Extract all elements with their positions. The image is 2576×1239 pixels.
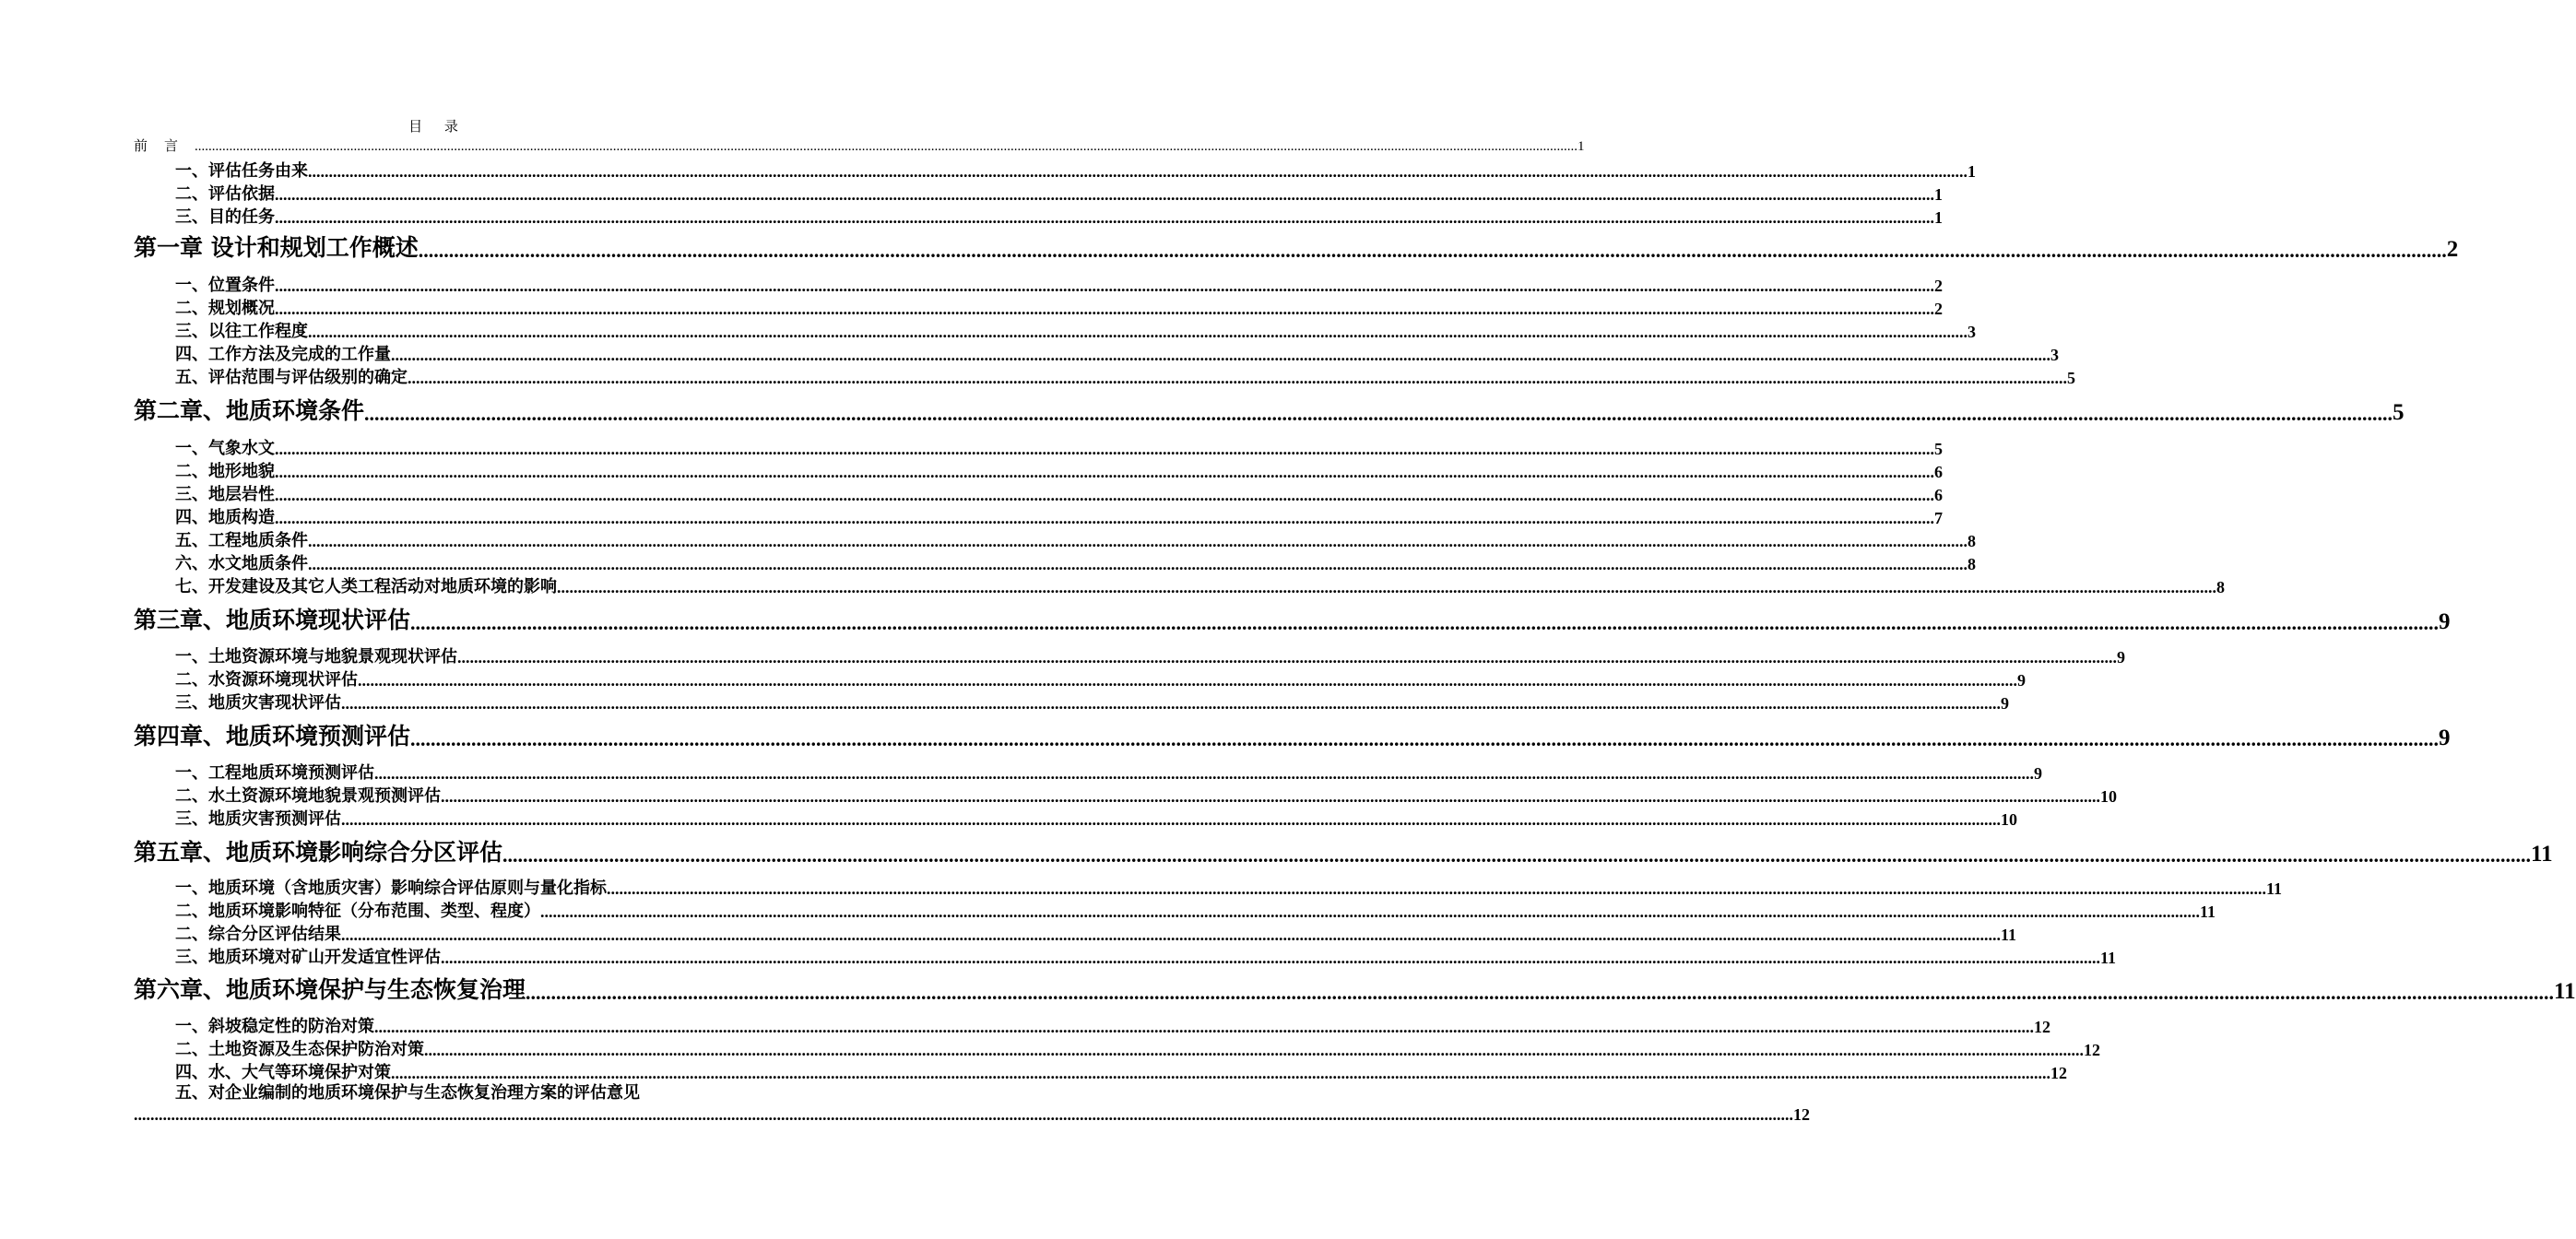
toc-section-entry[interactable] <box>0 320 1976 342</box>
dot-leader: ................................................................................................................................................................................................................................................................................................................................................................................................................ <box>308 323 1967 341</box>
toc-page-number: 11 <box>2100 949 2117 967</box>
dot-leader: ................................................................................................................................................................................................................................................................................................................................................................................................................ <box>502 844 2532 867</box>
toc-page-number: 6 <box>1934 486 1943 504</box>
toc-chapter-entry[interactable] <box>0 604 2451 635</box>
toc-title: 目 录 <box>408 120 467 135</box>
toc-section-entry[interactable] <box>0 1015 2050 1037</box>
dot-leader: ................................................................................................................................................................................................................................................................................................................................................................................................................ <box>408 369 2067 387</box>
toc-page-number: 1 <box>1578 139 1585 154</box>
toc-section-entry[interactable] <box>0 183 1943 205</box>
toc-section-entry[interactable] <box>0 529 1976 551</box>
toc-page-number: 8 <box>1967 555 1976 573</box>
toc-entry-text: 第二章、地质环境条件 <box>134 397 365 424</box>
toc-chapter-entry[interactable] <box>0 974 2576 1005</box>
dot-leader: ................................................................................................................................................................................................................................................................................................................................................................................................................ <box>275 185 1934 204</box>
toc-section-entry[interactable] <box>0 483 1943 505</box>
toc-entry-text: 二、水资源环境现状评估 <box>175 670 358 690</box>
toc-section-entry[interactable] <box>0 808 2017 830</box>
toc-page-number: 9 <box>2017 671 2026 690</box>
dot-leader: ................................................................................................................................................................................................................................................................................................................................................................................................................ <box>308 555 1967 573</box>
dot-leader: ................................................................................................................................................................................................................................................................................................................................................................................................................ <box>391 346 2050 364</box>
toc-section-entry[interactable] <box>0 460 1943 482</box>
toc-page-number: 9 <box>2034 764 2042 783</box>
toc-page-number: 11 <box>2554 979 2576 1004</box>
toc-entry-text: 二、规划概况 <box>175 299 275 318</box>
toc-page-number: 5 <box>1934 440 1943 458</box>
dot-leader: ................................................................................................................................................................................................................................................................................................................................................................................................................ <box>308 532 1967 550</box>
toc-page-number: 1 <box>1934 185 1943 204</box>
toc-entry-text: 五、对企业编制的地质环境保护与生态恢复治理方案的评估意见 <box>175 1083 640 1103</box>
toc-section-entry[interactable] <box>0 343 2059 365</box>
toc-entry-text: 一、气象水文 <box>175 439 275 458</box>
toc-chapter-entry[interactable] <box>0 836 2553 867</box>
toc-entry-text: 四、工作方法及完成的工作量 <box>175 345 391 364</box>
toc-entry-text: 四、地质构造 <box>175 508 275 527</box>
toc-entry-text: 三、目的任务 <box>175 207 275 227</box>
toc-entry-text: 第一章 设计和规划工作概述 <box>134 234 419 261</box>
dot-leader: ................................................................................................................................................................................................................................................................................................................................................................................................................ <box>341 926 2001 944</box>
toc-page-number: 2 <box>1934 300 1943 318</box>
toc-entry-text: 二、评估依据 <box>175 184 275 204</box>
dot-leader: ................................................................................................................................................................................................................................................................................................................................................................................................................ <box>374 764 2034 783</box>
toc-section-entry[interactable] <box>0 274 1943 296</box>
toc-page-number: 9 <box>2439 609 2451 634</box>
toc-section-entry[interactable] <box>0 946 2117 968</box>
toc-page-number: 1 <box>1967 162 1976 181</box>
toc-section-entry[interactable] <box>0 297 1943 319</box>
dot-leader: ................................................................................................................................................................................................................................................................................................................................................................................................................ <box>308 162 1967 181</box>
dot-leader: ................................................................................................................................................................................................................................................................................................................................................................................................................ <box>341 810 2001 829</box>
toc-section-entry[interactable] <box>0 366 2075 388</box>
toc-page-number: 12 <box>2084 1041 2100 1059</box>
dot-leader: ................................................................................................................................................................................................................................................................................................................................................................................................................ <box>441 787 2100 806</box>
toc-chapter-entry[interactable] <box>0 231 2459 263</box>
toc-page-number: 9 <box>2117 648 2125 667</box>
dot-leader: ................................................................................................................................................................................................................................................................................................................................................................................................................ <box>526 981 2555 1004</box>
toc-page-number: 10 <box>2001 810 2017 829</box>
toc-entry-text: 五、工程地质条件 <box>175 531 308 550</box>
toc-entry-text: 一、位置条件 <box>175 276 275 295</box>
toc-section-entry[interactable] <box>0 552 1976 574</box>
toc-section-entry[interactable] <box>0 761 2042 784</box>
toc-page-number: 10 <box>2100 787 2117 806</box>
toc-entry-text: 一、评估任务由来 <box>175 161 308 181</box>
toc-section-entry[interactable] <box>0 575 2225 597</box>
toc-entry-text: 二、地形地貌 <box>175 462 275 481</box>
toc-page-number: 3 <box>1967 323 1976 341</box>
dot-leader: ................................................................................................................................................................................................................................................................................................................................................................................................................ <box>410 611 2440 634</box>
dot-leader: ................................................................................................................................................................................................................................................................................................................................................................................................................ <box>374 1018 2034 1036</box>
dot-leader: ................................................................................................................................................................................................................................................................................................................................................................................................................ <box>557 578 2216 596</box>
toc-section-entry[interactable] <box>0 785 2117 807</box>
toc-entry-text: 第三章、地质环境现状评估 <box>134 607 411 633</box>
dot-leader: ................................................................................................................................................................................................................................................................................................................................................................................................................ <box>364 402 2393 425</box>
toc-entry-text: 三、以往工作程度 <box>175 322 308 341</box>
dot-leader: ................................................................................................................................................................................................................................................................................................................................................................................................................ <box>457 648 2117 667</box>
toc-page-number: 12 <box>1793 1105 1810 1124</box>
dot-leader: ................................................................................................................................................................................................................................................................................................................................................................................................................ <box>391 1064 2050 1082</box>
toc-page-number: 2 <box>2446 237 2459 262</box>
toc-section-entry[interactable] <box>0 923 2017 945</box>
dot-leader: ................................................................................................................................................................................................................................................................................................................................................................................................................ <box>195 139 1578 154</box>
dot-leader: ................................................................................................................................................................................................................................................................................................................................................................................................................ <box>275 509 1934 527</box>
toc-page-number: 2 <box>1934 277 1943 295</box>
toc-entry-text: 第四章、地质环境预测评估 <box>134 723 411 749</box>
toc-entry-text: 二、土地资源及生态保护防治对策 <box>175 1040 424 1059</box>
toc-entry-text: 第五章、地质环境影响综合分区评估 <box>134 839 503 866</box>
toc-entry-text: 六、水文地质条件 <box>175 554 308 573</box>
dot-leader: ................................................................................................................................................................................................................................................................................................................................................................................................................ <box>275 277 1934 295</box>
dot-leader: ................................................................................................................................................................................................................................................................................................................................................................................................................ <box>275 300 1934 318</box>
toc-section-entry[interactable] <box>0 645 2125 667</box>
dot-leader: ................................................................................................................................................................................................................................................................................................................................................................................................................ <box>441 949 2100 967</box>
toc-entry-text: 五、评估范围与评估级别的确定 <box>175 368 408 387</box>
toc-entry-text: 一、土地资源环境与地貌景观现状评估 <box>175 647 457 667</box>
dot-leader: ................................................................................................................................................................................................................................................................................................................................................................................................................ <box>424 1041 2084 1059</box>
toc-page-number: 9 <box>2439 726 2451 750</box>
toc-section-entry[interactable] <box>0 206 1943 228</box>
toc-entry-text: 三、地质环境对矿山开发适宜性评估 <box>175 948 441 967</box>
toc-entry-text: 三、地层岩性 <box>175 485 275 504</box>
dot-leader: ................................................................................................................................................................................................................................................................................................................................................................................................................ <box>134 1105 1793 1124</box>
toc-page-number: 3 <box>2050 346 2059 364</box>
toc-section-entry[interactable] <box>0 136 1585 155</box>
toc-page-number: 7 <box>1934 509 1943 527</box>
toc-entry-text: 一、斜坡稳定性的防治对策 <box>175 1017 374 1036</box>
dot-leader: ................................................................................................................................................................................................................................................................................................................................................................................................................ <box>275 440 1934 458</box>
toc-page-number: 6 <box>1934 463 1943 481</box>
toc-page-number: 8 <box>2216 578 2225 596</box>
toc-page-number: 8 <box>1967 532 1976 550</box>
toc-entry-continuation <box>0 1103 1810 1125</box>
toc-entry-text: 第六章、地质环境保护与生态恢复治理 <box>134 976 526 1003</box>
toc-page-number: 11 <box>2266 879 2283 898</box>
toc-entry-text: 二、综合分区评估结果 <box>175 925 341 944</box>
toc-entry-text: 一、地质环境（含地质灾害）影响综合评估原则与量化指标 <box>175 879 607 898</box>
toc-section-entry[interactable] <box>0 506 1943 528</box>
dot-leader: ................................................................................................................................................................................................................................................................................................................................................................................................................ <box>341 694 2001 713</box>
dot-leader: ................................................................................................................................................................................................................................................................................................................................................................................................................ <box>358 671 2017 690</box>
toc-section-entry[interactable] <box>0 900 2216 922</box>
dot-leader: ................................................................................................................................................................................................................................................................................................................................................................................................................ <box>275 208 1934 227</box>
toc-section-entry[interactable] <box>0 691 2009 714</box>
toc-section-entry[interactable] <box>0 668 2026 690</box>
toc-page-number: 11 <box>2200 903 2216 921</box>
toc-chapter-entry[interactable] <box>0 395 2405 426</box>
dot-leader: ................................................................................................................................................................................................................................................................................................................................................................................................................ <box>275 463 1934 481</box>
toc-entry-text: 四、水、大气等环境保护对策 <box>175 1063 391 1082</box>
toc-page-number: 12 <box>2034 1018 2050 1036</box>
toc-entry-text: 三、地质灾害现状评估 <box>175 693 341 713</box>
toc-entry-text: 二、地质环境影响特征（分布范围、类型、程度） <box>175 902 540 921</box>
toc-entry-text: 七、开发建设及其它人类工程活动对地质环境的影响 <box>175 577 557 596</box>
toc-entry-text: 二、水土资源环境地貌景观预测评估 <box>175 786 441 806</box>
toc-page-number: 11 <box>2531 842 2553 867</box>
toc-entry-text: 三、地质灾害预测评估 <box>175 809 341 829</box>
dot-leader: ................................................................................................................................................................................................................................................................................................................................................................................................................ <box>275 486 1934 504</box>
toc-page-number: 9 <box>2001 694 2009 713</box>
toc-page-number: 1 <box>1934 208 1943 227</box>
toc-entry-text: 前言 <box>134 137 195 154</box>
toc-chapter-entry[interactable] <box>0 720 2451 751</box>
dot-leader: ................................................................................................................................................................................................................................................................................................................................................................................................................ <box>410 727 2440 750</box>
toc-section-entry[interactable] <box>0 159 1976 182</box>
dot-leader: ................................................................................................................................................................................................................................................................................................................................................................................................................ <box>418 239 2447 262</box>
toc-section-entry[interactable] <box>0 437 1943 459</box>
toc-page-number: 5 <box>2067 369 2075 387</box>
dot-leader: ................................................................................................................................................................................................................................................................................................................................................................................................................ <box>540 903 2200 921</box>
toc-page-number: 12 <box>2050 1064 2067 1082</box>
dot-leader: ................................................................................................................................................................................................................................................................................................................................................................................................................ <box>607 879 2266 898</box>
toc-section-entry[interactable] <box>0 1038 2100 1060</box>
toc-page-number: 11 <box>2001 926 2017 944</box>
toc-entry-text: 一、工程地质环境预测评估 <box>175 763 374 783</box>
toc-section-entry[interactable] <box>0 877 2283 899</box>
toc-page-number: 5 <box>2393 400 2405 425</box>
